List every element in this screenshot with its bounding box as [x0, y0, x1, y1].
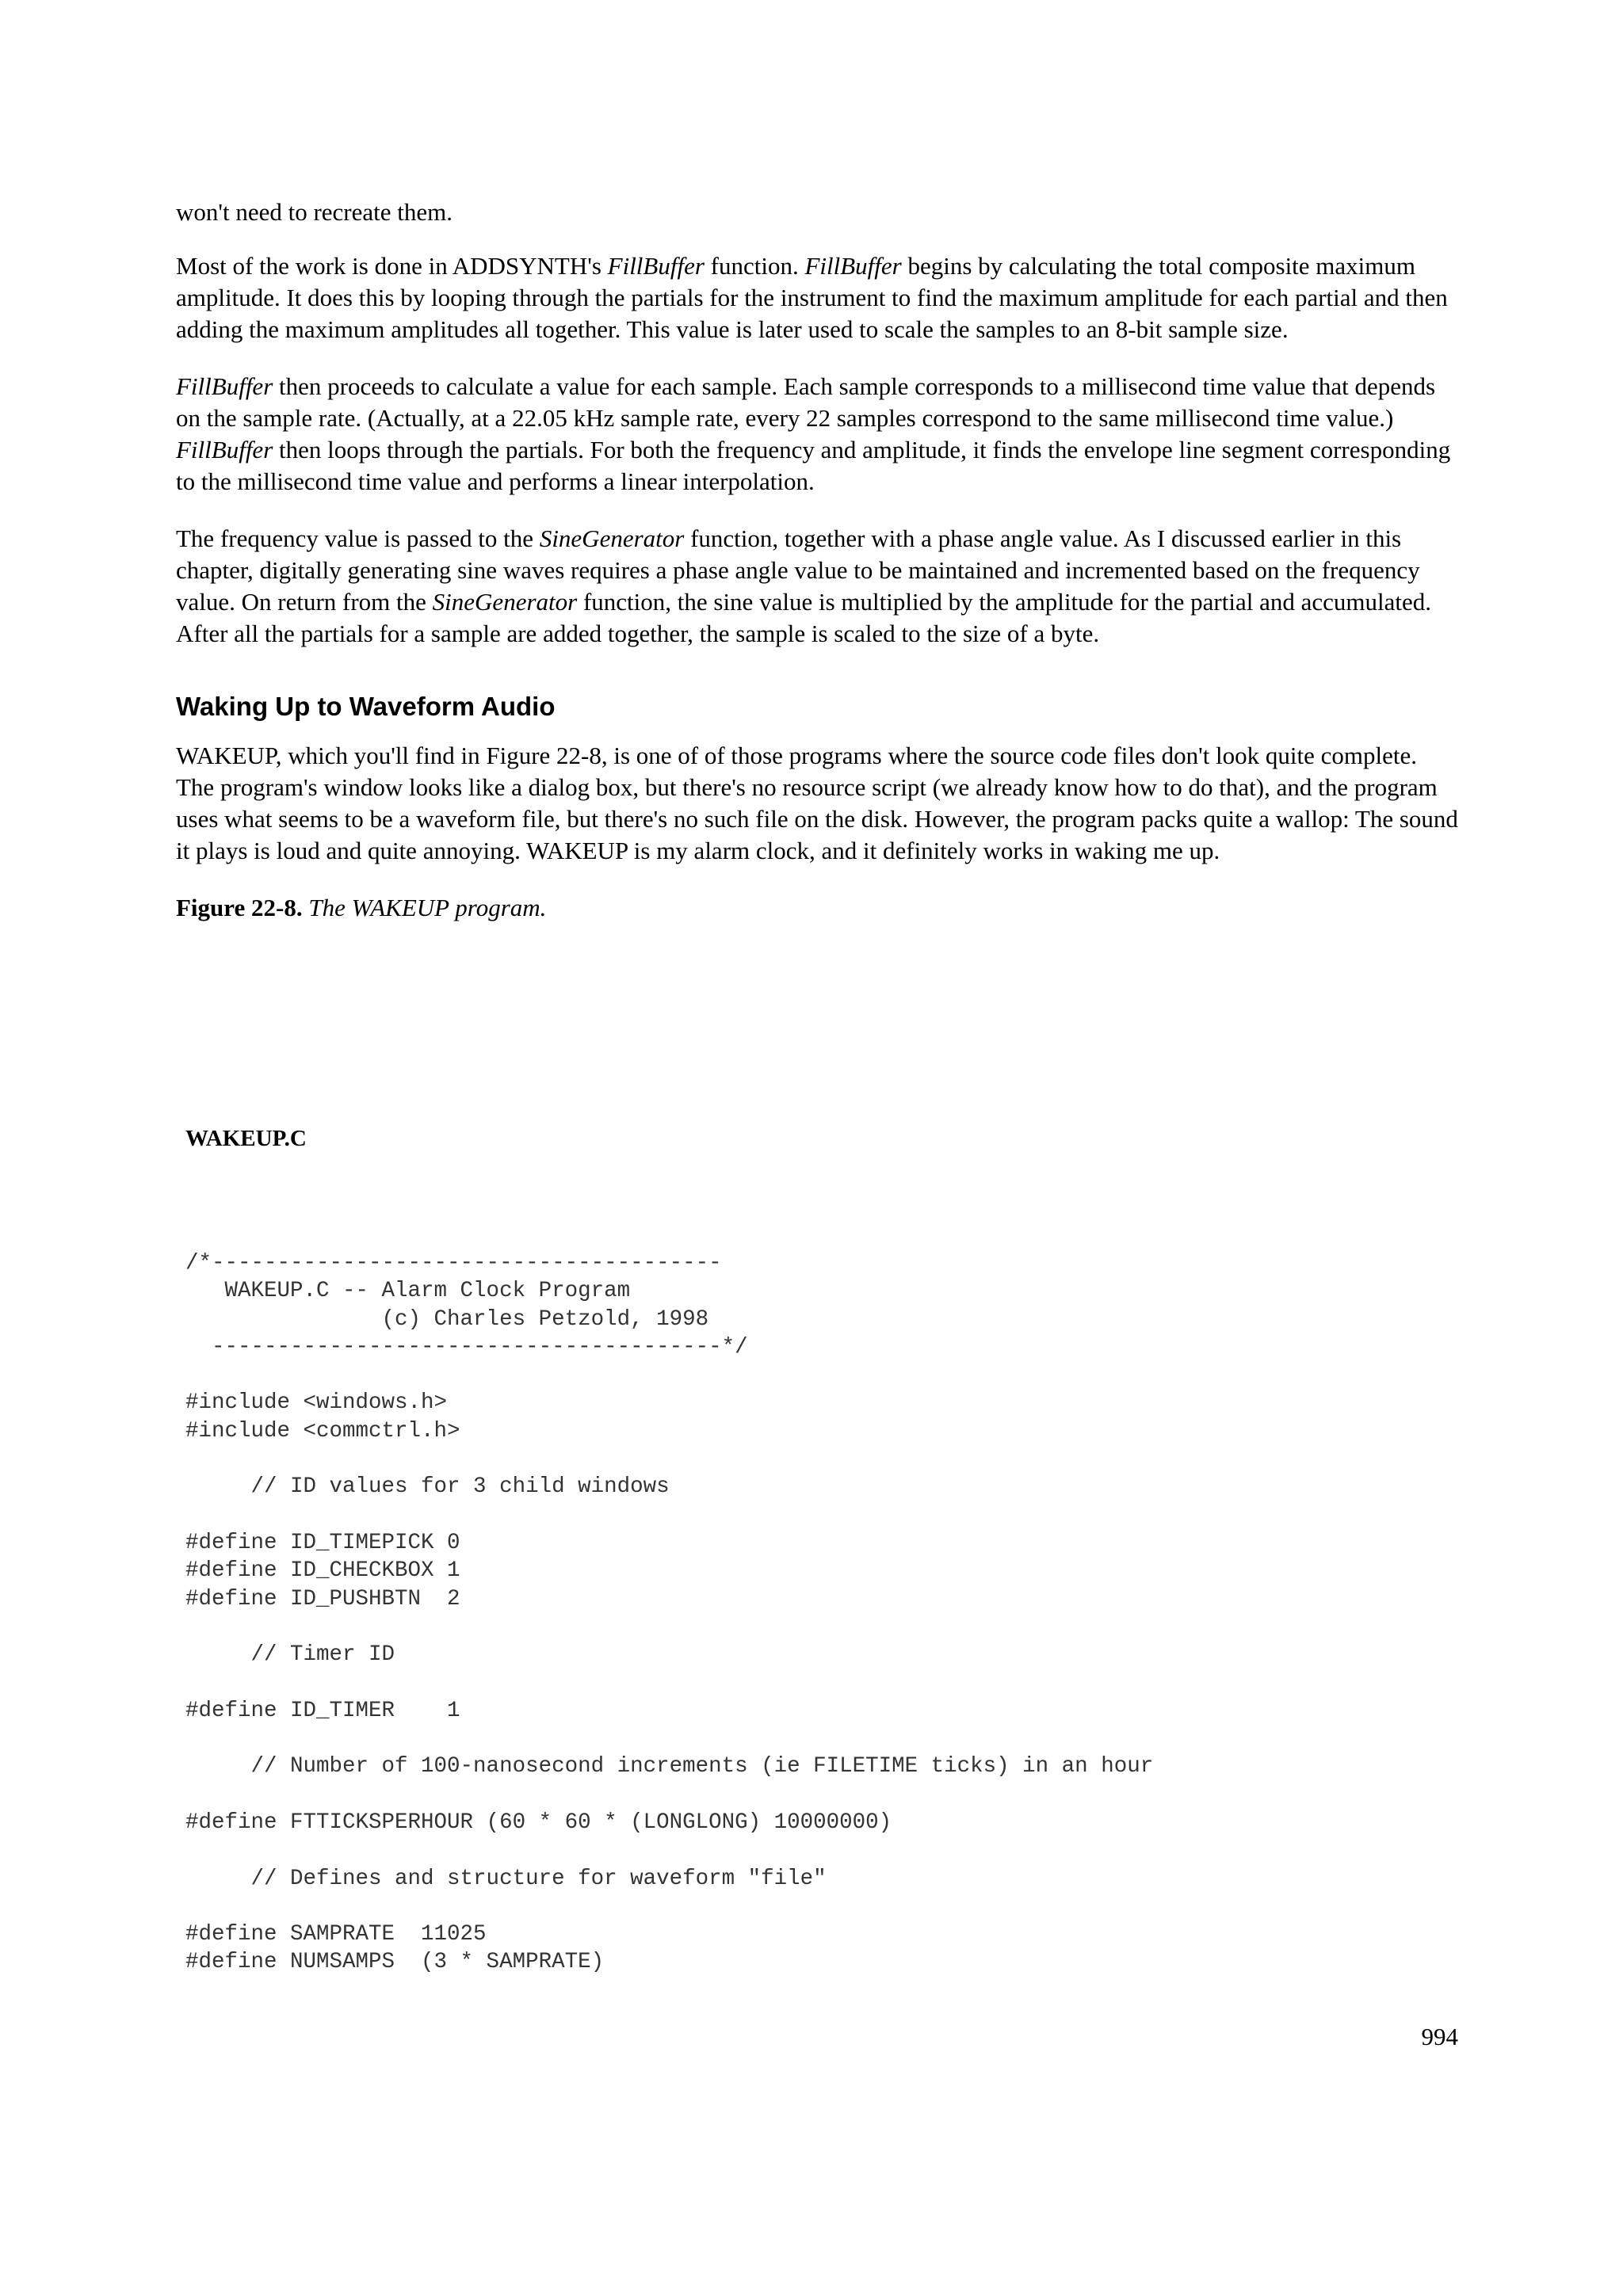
- text-run: The frequency value is passed to the: [176, 524, 540, 552]
- text-run: begins by calculating the total composite maximum amplitude. It does this by looping through the partials for the instrument to find the maximum amplitude for each partial and then adding the maximum amplitudes all together. This value is later used to scale the samples to an 8-bit sample size.: [176, 252, 1448, 343]
- figure-title: The WAKEUP program.: [308, 894, 547, 921]
- code-line: [185, 1501, 1153, 1529]
- code-line: [185, 1781, 1153, 1809]
- code-line: [185, 1893, 1153, 1920]
- section-heading: Waking Up to Waveform Audio: [176, 692, 556, 721]
- text-run: function.: [704, 252, 805, 280]
- text-run: function, together with a phase angle value. As I discussed earlier in this chapter, digitally generating sine waves requires a phase angle value to be maintained and incremented based on the frequency value. On return from the: [176, 524, 1420, 616]
- text-run: then loops through the partials. For both the frequency and amplitude, it finds the envelope line segment corresponding to the millisecond time value and performs a linear interpolation.: [176, 436, 1451, 495]
- text-run: Most of the work is done in ADDSYNTH's: [176, 252, 608, 280]
- function-name-sinegenerator: SineGenerator: [539, 524, 685, 552]
- code-listing: [185, 1249, 1153, 1977]
- code-line: #define NUMSAMPS (3 * SAMPRATE): [185, 1950, 605, 1975]
- function-name-fillbuffer: FillBuffer: [176, 372, 273, 400]
- text-run: function, the sine value is multiplied by the amplitude for the partial and accumulated. After all the partials for a sample are added together, the sample is scaled to the size of a byte.: [176, 588, 1431, 647]
- listing-title: WAKEUP.C: [185, 1126, 307, 1151]
- function-name-sinegenerator: SineGenerator: [432, 588, 578, 616]
- code-line: [185, 1445, 1153, 1473]
- code-line: #include <windows.h>: [185, 1390, 448, 1416]
- page-number: 994: [1421, 2023, 1458, 2050]
- code-line: [185, 1669, 1153, 1696]
- code-line: [185, 1361, 1153, 1389]
- code-line: #include <commctrl.h>: [185, 1418, 460, 1444]
- code-line: ---------------------------------------*/: [185, 1334, 748, 1360]
- code-line: [185, 1836, 1153, 1864]
- code-line: // Number of 100-nanosecond increments (ie FILETIME ticks) in an hour: [185, 1754, 1154, 1779]
- code-line: #define ID_CHECKBOX 1: [185, 1558, 460, 1584]
- code-line: #define ID_TIMER 1: [185, 1698, 460, 1723]
- text-run: then proceeds to calculate a value for each sample. Each sample corresponds to a millisecond time value that depends on the sample rate. (Actually, at a 22.05 kHz sample rate, every 22 samples correspond to the same millisecond time value.): [176, 372, 1436, 432]
- function-name-fillbuffer: FillBuffer: [607, 252, 705, 280]
- function-name-fillbuffer: FillBuffer: [176, 436, 273, 463]
- code-line: /*---------------------------------------: [185, 1251, 722, 1276]
- paragraph-continuation: won't need to recreate them.: [176, 198, 453, 226]
- paragraph-fillbuffer-intro: [176, 250, 1460, 345]
- paragraph-wakeup-intro: WAKEUP, which you'll find in Figure 22-8, is one of of those programs where the source code files don't look quite complete. The program's window looks like a dialog box, but there's no resource script (we already know how to do that), and the program uses what seems to be a waveform file, but there's no such file on the disk. However, the program packs quite a wallop: The sound it plays is loud and quite annoying. WAKEUP is my alarm clock, and it definitely works in waking me up.: [176, 742, 1458, 864]
- code-line: [185, 1613, 1153, 1641]
- paragraph-fillbuffer-samples: [176, 371, 1460, 498]
- function-name-fillbuffer: FillBuffer: [804, 252, 902, 280]
- code-line: #define ID_TIMEPICK 0: [185, 1530, 460, 1555]
- figure-number: Figure 22-8.: [176, 894, 303, 921]
- code-line: // ID values for 3 child windows: [185, 1474, 670, 1500]
- figure-caption: [176, 892, 1460, 924]
- code-line: #define SAMPRATE 11025: [185, 1922, 487, 1947]
- code-line: [185, 1725, 1153, 1753]
- document-body: [176, 196, 1460, 924]
- code-line: // Defines and structure for waveform "file": [185, 1866, 827, 1891]
- code-line: WAKEUP.C -- Alarm Clock Program: [185, 1279, 631, 1304]
- code-line: // Timer ID: [185, 1642, 395, 1668]
- code-line: (c) Charles Petzold, 1998: [185, 1306, 709, 1332]
- paragraph-sine-generator: [176, 523, 1460, 650]
- code-line: #define ID_PUSHBTN 2: [185, 1586, 460, 1611]
- code-line: #define FTTICKSPERHOUR (60 * 60 * (LONGLONG) 10000000): [185, 1810, 892, 1835]
